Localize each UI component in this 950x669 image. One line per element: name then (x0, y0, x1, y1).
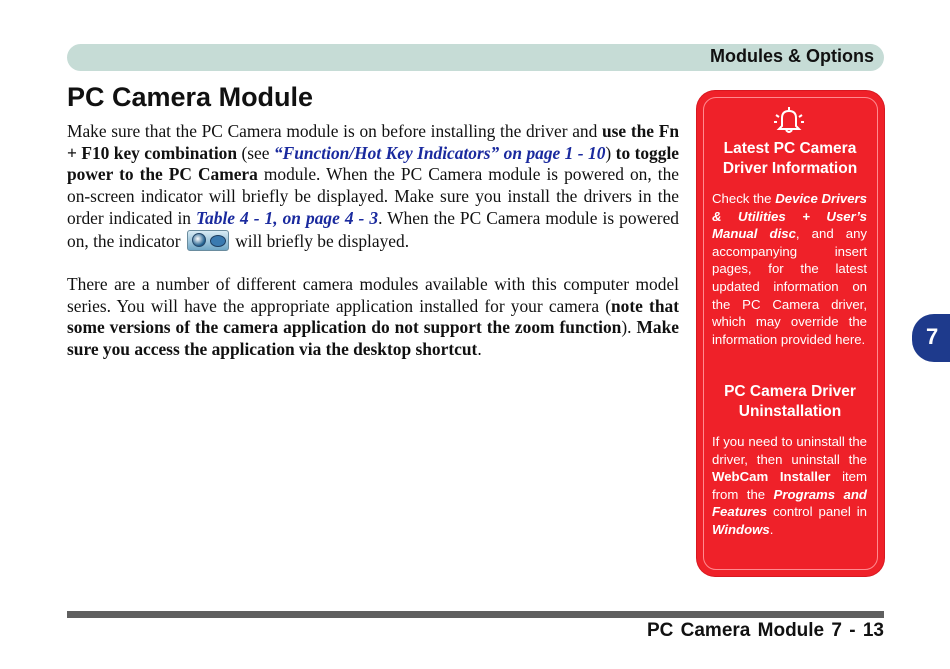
text-run: . (477, 339, 482, 360)
sidebar-heading-driver-info: Latest PC Camera Driver Information (722, 140, 858, 177)
bold-run: to toggle power to the PC Camera (67, 142, 679, 185)
paragraph-1 (67, 121, 679, 252)
emphasis-run: Programs and Features (712, 486, 867, 520)
xref-hotkey-indicators-link[interactable]: “Function/Hot Key Indicators” on page 1 - 10 (273, 142, 606, 163)
footer-page-label: PC Camera Module 7 - 13 (646, 620, 884, 641)
bold-run: WebCam Installer (712, 469, 831, 485)
text-run: module. When the PC Camera module is powered on, the on-screen indicator will briefly be displayed. Make sure you install the drivers in the order indicated in (67, 164, 679, 228)
footer-rule (67, 611, 884, 618)
bold-run: Make sure you access the application via the desktop shortcut (67, 317, 679, 360)
text-run: Check the (712, 191, 776, 206)
text-run: ). (621, 317, 637, 338)
text-run: ) (605, 142, 616, 163)
text-run: . (769, 521, 774, 537)
text-run: item from the (712, 469, 867, 502)
camera-indicator-icon (187, 230, 229, 251)
text-run: There are a number of different camera modules available with this computer model series. You will have the appropriate application installed for your camera ( (67, 273, 679, 316)
emphasis-run: Device Drivers & Utilities + User’s Manual disc (712, 191, 867, 242)
xref-table-4-1-link[interactable]: Table 4 - 1, on page 4 - 3 (196, 207, 379, 228)
emphasis-run: Windows (712, 521, 770, 537)
page-title: PC Camera Module (67, 82, 314, 112)
text-run: control panel in (766, 504, 867, 520)
text-run: will briefly be displayed. (230, 230, 410, 251)
bold-run: note that some versions of the camera application do not support the zoom function (67, 295, 679, 338)
body-text (67, 121, 679, 361)
text-run: (see (237, 142, 274, 163)
text-run: , and any accompanying insert pages, for the latest updated information on the PC Camera driver, which may override the information provided here. (712, 226, 867, 347)
text-run: . When the PC Camera module is powered on, the indicator (67, 207, 680, 251)
sidebar-heading-uninstall: PC Camera Driver Uninstallation (724, 383, 856, 420)
text-run: If you need to uninstall the driver, then uninstall the (712, 434, 867, 467)
sidebar-text-driver-info (712, 190, 867, 348)
bold-run: use the Fn + F10 key combination (67, 121, 679, 163)
header-bar (67, 44, 884, 71)
text-run: Make sure that the PC Camera module is on before installing the driver and (67, 121, 602, 141)
header-title: Modules & Options (710, 46, 874, 66)
paragraph-2 (67, 274, 679, 361)
chapter-tab[interactable] (912, 314, 950, 362)
chapter-number: 7 (926, 324, 939, 349)
sidebar-text-uninstall (712, 433, 867, 539)
bell-alert-icon (773, 106, 805, 134)
